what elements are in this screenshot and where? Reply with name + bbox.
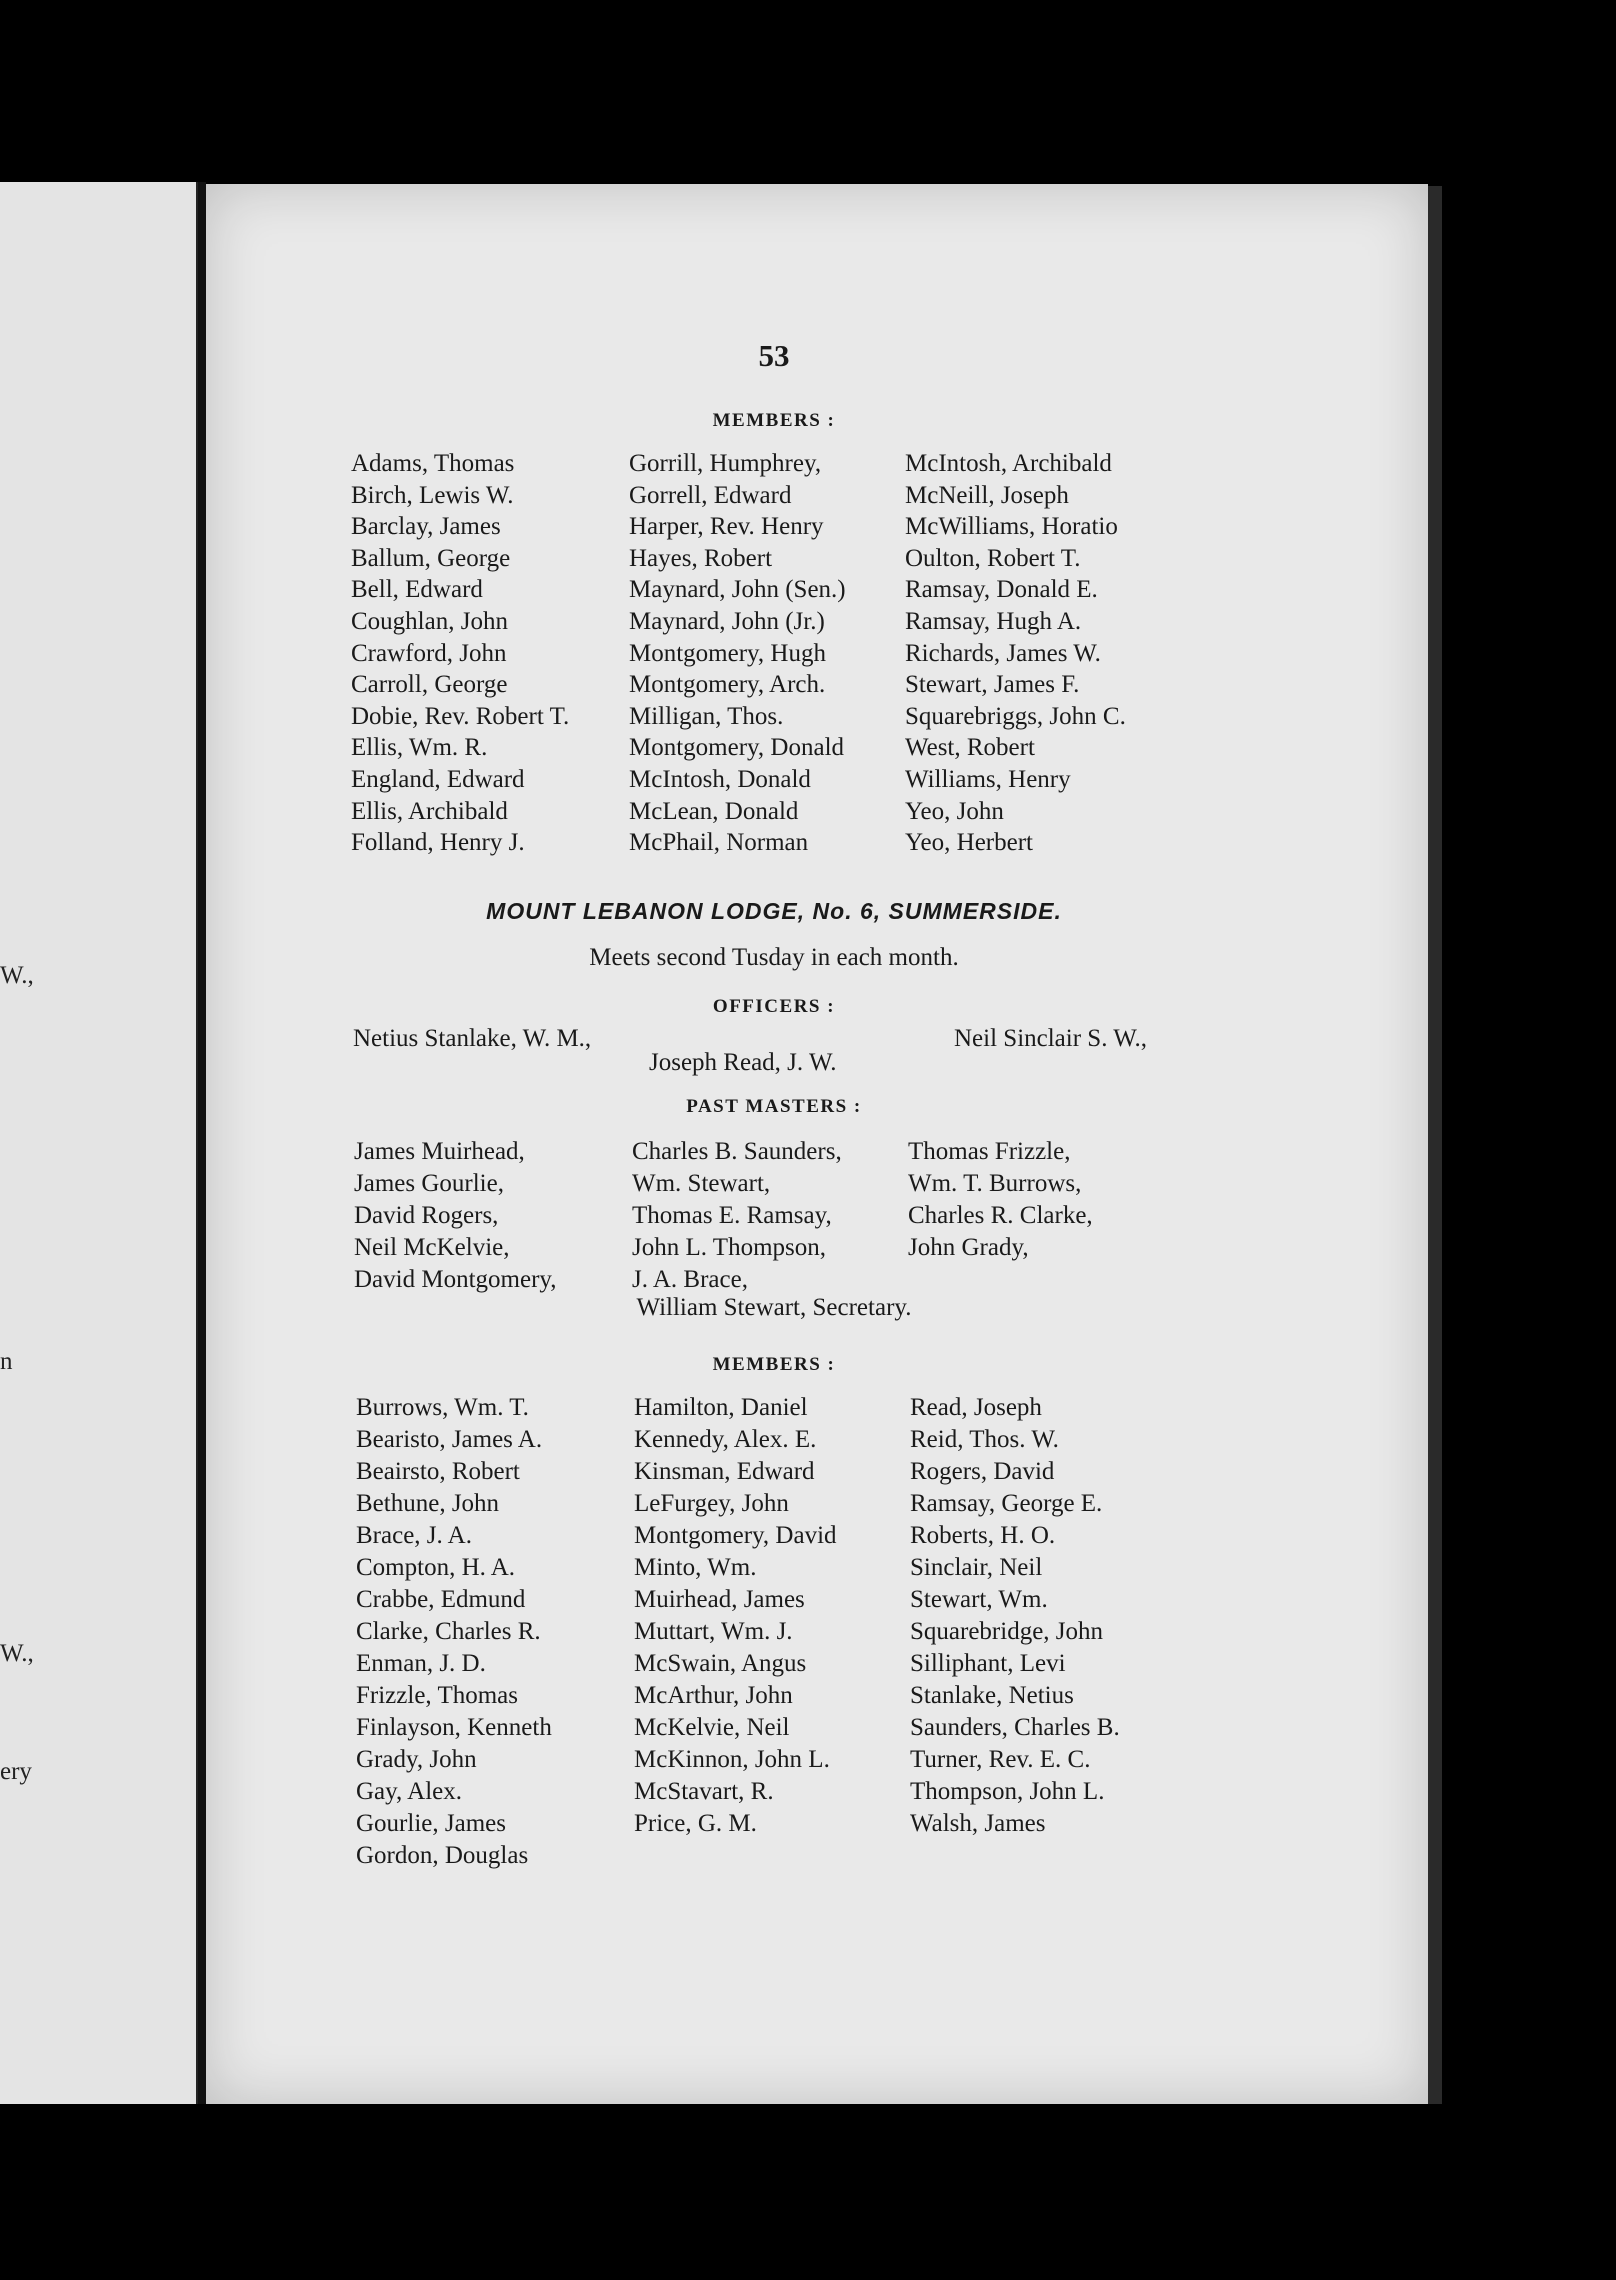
name-entry: Thompson, John L. [910, 1778, 1105, 1805]
members-column-1 [356, 1392, 552, 1872]
members-column-1 [351, 448, 569, 859]
name-entry: England, Edward [351, 765, 525, 793]
name-entry: Crabbe, Edmund [356, 1586, 526, 1613]
name-entry: Silliphant, Levi [910, 1650, 1066, 1677]
page-edge-shadow [1428, 186, 1442, 2104]
members-column-2 [629, 448, 846, 859]
officers-heading: OFFICERS : [712, 996, 836, 1017]
name-entry: David Rogers, [354, 1202, 499, 1229]
book-page [206, 184, 1428, 2104]
name-entry: Enman, J. D. [356, 1650, 486, 1677]
name-entry: Harper, Rev. Henry [629, 513, 824, 541]
name-entry: Dobie, Rev. Robert T. [351, 702, 570, 730]
book-gutter [198, 182, 206, 2104]
name-entry: Ramsay, Donald E. [905, 576, 1098, 604]
name-entry: McArthur, John [634, 1682, 793, 1709]
page-number: 53 [758, 338, 790, 373]
name-entry: Kennedy, Alex. E. [634, 1426, 817, 1453]
name-entry: Maynard, John (Sen.) [629, 576, 846, 604]
name-entry: Wm. T. Burrows, [908, 1170, 1082, 1197]
name-entry: McPhail, Norman [629, 829, 809, 857]
name-entry: James Muirhead, [354, 1138, 525, 1165]
name-entry: John Grady, [908, 1234, 1029, 1261]
facing-page-fragment: n [0, 1348, 13, 1375]
meeting-schedule: Meets second Tusday in each month. [589, 944, 959, 971]
name-entry: Oulton, Robert T. [905, 544, 1081, 572]
name-entry: Hamilton, Daniel [634, 1394, 808, 1421]
name-entry: Birch, Lewis W. [351, 481, 514, 509]
past-masters-column-2 [632, 1136, 842, 1296]
name-entry: Clarke, Charles R. [356, 1618, 541, 1645]
officer-senior-warden: Neil Sinclair S. W., [954, 1025, 1148, 1052]
name-entry: Adams, Thomas [351, 450, 515, 477]
name-entry: Turner, Rev. E. C. [910, 1746, 1091, 1773]
name-entry: Coughlan, John [351, 607, 508, 635]
officer-worshipful-master: Netius Stanlake, W. M., [353, 1025, 592, 1052]
name-entry: Stewart, Wm. [910, 1586, 1048, 1613]
name-entry: Muirhead, James [634, 1586, 805, 1613]
name-entry: McSwain, Angus [634, 1650, 807, 1677]
name-entry: J. A. Brace, [632, 1266, 748, 1293]
name-entry: Thomas E. Ramsay, [632, 1202, 832, 1229]
name-entry: Saunders, Charles B. [910, 1714, 1120, 1741]
name-entry: McLean, Donald [629, 797, 799, 825]
name-entry: Gordon, Douglas [356, 1842, 529, 1869]
facing-page-fragment: W., [0, 962, 34, 989]
past-masters-heading: PAST MASTERS : [686, 1096, 862, 1117]
name-entry: LeFurgey, John [634, 1490, 789, 1517]
facing-page-edge [0, 182, 198, 2104]
name-entry: Wm. Stewart, [632, 1170, 771, 1197]
name-entry: Stanlake, Netius [910, 1682, 1074, 1709]
officer-junior-warden: Joseph Read, J. W. [649, 1049, 837, 1076]
name-entry: Brace, J. A. [356, 1522, 472, 1549]
name-entry: Gourlie, James [356, 1810, 506, 1837]
members-heading: MEMBERS : [712, 410, 836, 431]
name-entry: Squarebriggs, John C. [905, 702, 1126, 730]
name-entry: McNeill, Joseph [905, 481, 1069, 509]
name-entry: Yeo, John [905, 797, 1004, 825]
name-entry: David Montgomery, [354, 1266, 557, 1293]
name-entry: John L. Thompson, [632, 1234, 826, 1261]
name-entry: Ellis, Archibald [351, 797, 508, 825]
name-entry: Burrows, Wm. T. [356, 1394, 529, 1421]
name-entry: Frizzle, Thomas [356, 1682, 518, 1709]
name-entry: Ellis, Wm. R. [351, 734, 488, 762]
members-column-2 [634, 1392, 837, 1840]
name-entry: Bethune, John [356, 1490, 500, 1517]
lodge-title: MOUNT LEBANON LODGE, No. 6, SUMMERSIDE. [486, 898, 1062, 924]
facing-page-fragment: W., [0, 1640, 34, 1667]
name-entry: Stewart, James F. [905, 671, 1080, 699]
name-entry: Price, G. M. [634, 1810, 757, 1837]
name-entry: Crawford, John [351, 639, 507, 667]
name-entry: Rogers, David [910, 1458, 1055, 1485]
name-entry: Gay, Alex. [356, 1778, 462, 1805]
name-entry: Williams, Henry [905, 765, 1071, 793]
name-entry: Compton, H. A. [356, 1554, 516, 1581]
name-entry: Sinclair, Neil [910, 1554, 1043, 1581]
past-masters-column-1 [354, 1136, 557, 1296]
name-entry: Charles B. Saunders, [632, 1138, 842, 1165]
name-entry: Ramsay, George E. [910, 1490, 1103, 1517]
members-heading: MEMBERS : [712, 1354, 836, 1375]
name-entry: Bell, Edward [351, 576, 483, 604]
members-column-3 [910, 1392, 1120, 1840]
name-entry: Yeo, Herbert [905, 829, 1033, 857]
lodge-secretary: William Stewart, Secretary. [636, 1294, 912, 1321]
name-entry: McStavart, R. [634, 1778, 774, 1805]
name-entry: Read, Joseph [910, 1394, 1042, 1421]
name-entry: Charles R. Clarke, [908, 1202, 1093, 1229]
name-entry: Beairsto, Robert [356, 1458, 520, 1485]
name-entry: Roberts, H. O. [910, 1522, 1056, 1549]
name-entry: Montgomery, Arch. [629, 671, 826, 699]
name-entry: Ballum, George [351, 544, 511, 572]
name-entry: James Gourlie, [354, 1170, 504, 1197]
name-entry: Carroll, George [351, 671, 508, 699]
name-entry: McKelvie, Neil [634, 1714, 790, 1741]
name-entry: Thomas Frizzle, [908, 1138, 1071, 1165]
name-entry: Bearisto, James A. [356, 1426, 543, 1453]
name-entry: McIntosh, Archibald [905, 450, 1112, 477]
name-entry: Montgomery, Donald [629, 734, 845, 762]
name-entry: Squarebridge, John [910, 1618, 1104, 1645]
name-entry: Gorrill, Humphrey, [629, 450, 822, 477]
name-entry: McWilliams, Horatio [905, 513, 1118, 541]
name-entry: Gorrell, Edward [629, 481, 792, 509]
name-entry: Milligan, Thos. [629, 702, 784, 730]
past-masters-column-3 [908, 1136, 1093, 1264]
name-entry: Grady, John [356, 1746, 477, 1773]
name-entry: Finlayson, Kenneth [356, 1714, 552, 1741]
name-entry: Folland, Henry J. [351, 829, 525, 857]
name-entry: West, Robert [905, 734, 1035, 762]
name-entry: Hayes, Robert [629, 544, 773, 572]
name-entry: Muttart, Wm. J. [634, 1618, 793, 1645]
name-entry: Walsh, James [910, 1810, 1046, 1837]
name-entry: Richards, James W. [905, 639, 1101, 667]
name-entry: Kinsman, Edward [634, 1458, 815, 1485]
name-entry: Maynard, John (Jr.) [629, 607, 825, 635]
name-entry: Ramsay, Hugh A. [905, 607, 1082, 635]
name-entry: McIntosh, Donald [629, 765, 811, 793]
name-entry: Minto, Wm. [634, 1554, 757, 1581]
name-entry: Reid, Thos. W. [910, 1426, 1059, 1453]
name-entry: McKinnon, John L. [634, 1746, 830, 1773]
name-entry: Barclay, James [351, 513, 501, 541]
facing-page-fragment: ery [0, 1758, 32, 1785]
members-column-3 [905, 448, 1126, 859]
name-entry: Montgomery, David [634, 1522, 837, 1549]
name-entry: Neil McKelvie, [354, 1234, 510, 1261]
name-entry: Montgomery, Hugh [629, 639, 826, 667]
